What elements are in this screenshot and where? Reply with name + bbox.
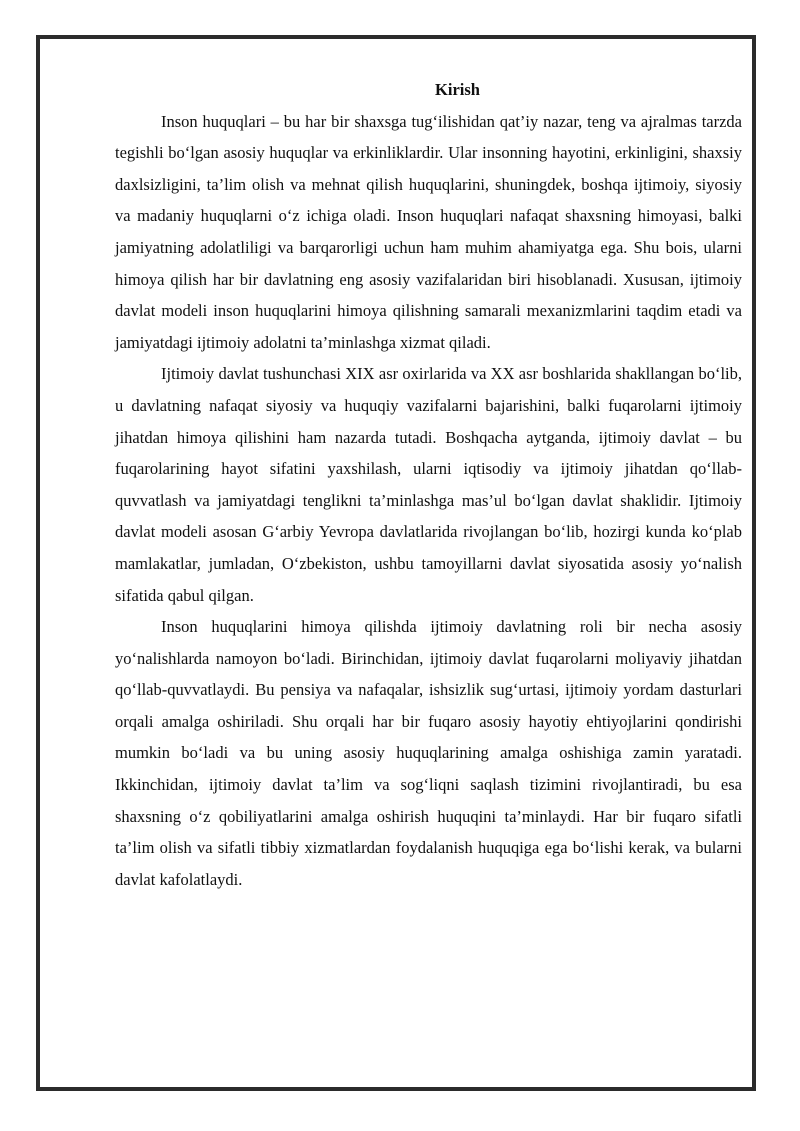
paragraph-2: Ijtimoiy davlat tushunchasi XIX asr oxirlarida va XX asr boshlarida shakllangan bo‘lib, u davlatning nafaqat siyosiy va huquqiy vazifalarni bajarishini, balki fuqarolarni ijtimoiy jihatdan himoya qilishini ham nazarda tutadi. Boshqacha aytganda, ijtimoiy davlat – bu fuqarolarining hayot sifatini yaxshilash, ularni iqtisodiy va ijtimoiy jihatdan qo‘llab-quvvatlash va jamiyatdagi tenglikni ta’minlashga mas’ul bo‘lgan davlat shaklidir. Ijtimoiy davlat modeli asosan G‘arbiy Yevropa davlatlarida rivojlangan bo‘lib, hozirgi kunda ko‘plab mamlakatlar, jumladan, O‘zbekiston, ushbu tamoyillarni davlat siyosatida asosiy yo‘nalish sifatida qabul qilgan. <box>115 364 742 605</box>
document-title: Kirish <box>435 80 480 99</box>
paragraph-1: Inson huquqlari – bu har bir shaxsga tug‘ilishidan qat’iy nazar, teng va ajralmas tarzda tegishli bo‘lgan asosiy huquqlar va erkinliklardir. Ular insonning hayotini, erkinligini, shaxsiy daxlsizligini, ta’lim olish va mehnat qilish huquqlarini, shuningdek, boshqa ijtimoiy, siyosiy va madaniy huquqlarni o‘z ichiga oladi. Inson huquqlari nafaqat shaxsning himoyasi, balki jamiyatning adolatliligi va barqarorligi uchun ham muhim ahamiyatga ega. Shu bois, ularni himoya qilish har bir davlatning eng asosiy vazifalaridan biri hisoblanadi. Xususan, ijtimoiy davlat modeli inson huquqlarini himoya qilishning samarali mexanizmlarini taqdim etadi va jamiyatdagi ijtimoiy adolatni ta’minlashga xizmat qiladi. <box>115 111 742 352</box>
document-body <box>115 74 742 895</box>
paragraph-3: Inson huquqlarini himoya qilishda ijtimoiy davlatning roli bir necha asosiy yo‘nalishlarda namoyon bo‘ladi. Birinchidan, ijtimoiy davlat fuqarolarni moliyaviy jihatdan qo‘llab-quvvatlaydi. Bu pensiya va nafaqalar, ishsizlik sug‘urtasi, ijtimoiy yordam dasturlari orqali amalga oshiriladi. Shu orqali har bir fuqaro asosiy hayotiy ehtiyojlarini qondirishi mumkin bo‘ladi va bu uning asosiy huquqlarining amalga oshishiga zamin yaratadi. Ikkinchidan, ijtimoiy davlat ta’lim va sog‘liqni saqlash tizimini rivojlantiradi, bu esa shaxsning o‘z qobiliyatlarini amalga oshirish huquqini ta’minlaydi. Har bir fuqaro sifatli ta’lim olish va sifatli tibbiy xizmatlardan foydalanish huquqiga ega bo‘lishi kerak, va bularni davlat kafolatlaydi. <box>115 617 742 889</box>
